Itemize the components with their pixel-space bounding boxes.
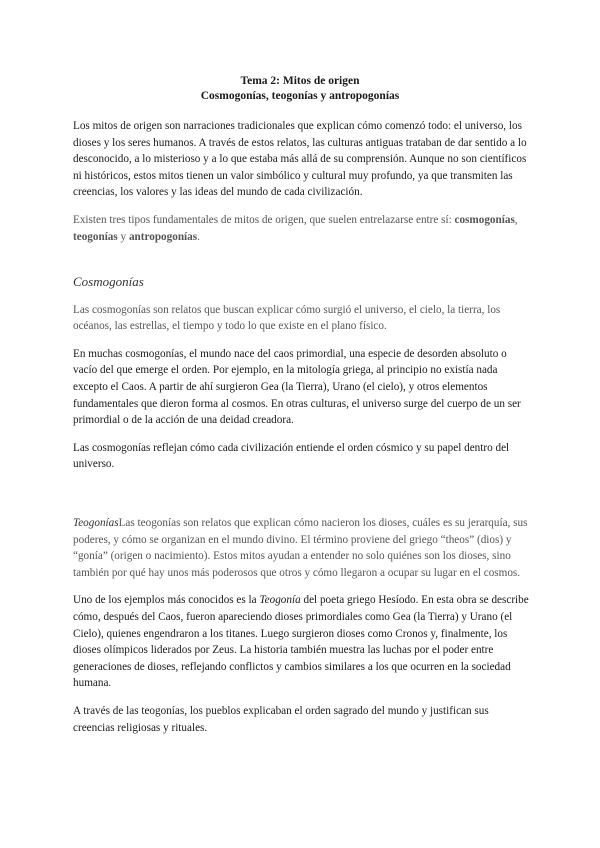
teogonias-paragraph-3: A través de las teogonías, los pueblos explicaban el orden sagrado del mundo y justifican sus creencias religiosas y rituales. [73, 704, 489, 734]
teogonias-p2-text-end: del poeta griego Hesíodo. En esta obra se describe cómo, después del Caos, fueron apareciendo dioses primordiales como Gea (la Tierra) y Urano (el Cielo), quienes engendraron a los titanes. Luego surgieron dioses como Cronos y, finalmente, los dioses olímpicos liderados por Zeus. La historia también muestra las luchas por el poder entre generaciones de dioses, reflejando conflictos y cambios similares a los que ocurren en la sociedad humana. [73, 594, 529, 690]
intro-section [73, 118, 531, 256]
intro-p2-sep-1: , [514, 213, 518, 226]
intro-paragraph-1: Los mitos de origen son narraciones tradicionales que explican cómo comenzó todo: el universo, los dioses y los seres humanos. A través de estos relatos, las culturas antiguas trataban de dar sentido a lo desconocido, a lo misterioso y a lo que estaba más allá de su comprensión. Aunque no son científicos ni históricos, estos mitos tienen un valor simbólico y cultural muy profundo, ya que transmiten las creencias, los valores y las ideas del mundo de cada civilización. [73, 120, 527, 199]
teogonias-paragraph-2 [73, 592, 531, 692]
cosmogonias-heading: Cosmogonías [73, 274, 144, 289]
cosmogonias-section [73, 274, 531, 484]
term-teogonias: teogonías [73, 230, 118, 243]
intro-p2-end: . [197, 230, 200, 243]
document-header [0, 74, 600, 104]
document-subtitle: Cosmogonías, teogonías y antropogonías [200, 90, 400, 102]
cosmogonias-paragraph-2: En muchas cosmogonías, el mundo nace del caos primordial, una especie de desorden absoluto o vacío del que emerge el orden. Por ejemplo, en la mitología griega, al principio no existía nada excepto el Caos. A partir de ahí surgieron Gea (la Tierra), Urano (el cielo), y otros elementos fundamentales que dieron forma al cosmos. En otras culturas, el universo surge del cuerpo de un ser primordial o de la acción de una deidad creadora. [73, 347, 521, 427]
teogonias-paragraph-1 [73, 515, 531, 581]
intro-p2-text-start: Existen tres tipos fundamentales de mitos de origen, que suelen entrelazarse entre sí: [73, 213, 455, 226]
intro-paragraph-2 [73, 212, 531, 245]
document-title: Tema 2: Mitos de origen [240, 75, 360, 87]
intro-p2-sep-2: y [117, 230, 129, 243]
cosmogonias-paragraph-3: Las cosmogonías reflejan cómo cada civilización entiende el orden cósmico y su papel dentro del universo. [73, 441, 510, 471]
teogonia-work-title: Teogonía [259, 594, 301, 607]
teogonias-p1-text: Las teogonías son relatos que explican cómo nacieron los dioses, cuáles es su jerarquía, sus poderes, y cómo se organizan en el mundo divino. El término proviene del griego “theos” (dios) y “gonía” (origen o nacimiento). Estos mitos ayudan a entender no solo quiénes son los dioses, sino también por qué hay unos más poderosos que otros y cómo llegaron a ocupar su lugar en el cosmos. [73, 517, 528, 579]
teogonias-p2-text-start: Uno de los ejemplos más conocidos es la [73, 594, 260, 607]
cosmogonias-paragraph-1: Las cosmogonías son relatos que buscan explicar cómo surgió el universo, el cielo, la tierra, los océanos, las estrellas, el tiempo y todo lo que existe en el plano físico. [73, 303, 501, 333]
term-antropogonias: antropogonías [128, 230, 198, 243]
term-cosmogonias: cosmogonías [454, 213, 515, 226]
teogonias-section [73, 515, 531, 747]
teogonias-heading: Teogonías [73, 517, 119, 529]
